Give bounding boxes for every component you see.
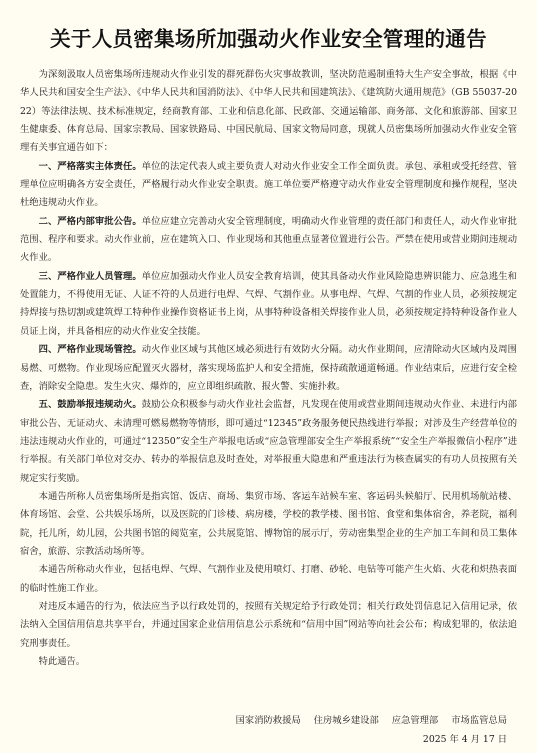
issuing-agencies <box>226 712 507 726</box>
closing-line: 特此通告。 <box>38 656 86 667</box>
definition-paragraph: 本通告所称动火作业，包括电焊、气焊、气割作业及使用喷灯、打磨、砂轮、电钻等可能产生火焰、火花和炽热表面的临时性施工作业。 <box>20 564 517 594</box>
issue-date: 2025 年 4 月 17 日 <box>422 734 507 745</box>
issuer-name: 住房城乡建设部 <box>313 715 379 726</box>
section-text: 单位应加强动火作业人员安全教育培训，使其具备动火作业风险隐患辨识能力、应急逃生和处置能力，不得使用无证、人证不符的人员进行电焊、气焊、气割作业。从事电焊、气焊、气割的作业人员，必须按规定持焊接与热切割或建筑焊工特种作业操作资格证书上岗，从事特种设备相关焊接作业人员，必须按规定持特种设备作业人员证上岗，并具备相应的动火作业安全技能。 <box>20 270 517 337</box>
section-text: 单位的法定代表人或主要负责人对动火作业安全工作全面负责。承包、承租或受托经营、管理单位应明确各方安全责任，严格履行动火作业安全职责。施工单位要严格遵守动火作业安全管理制度和操作规程，坚决杜绝违规动火作业。 <box>20 160 517 209</box>
section-paragraph-1 <box>20 158 517 213</box>
section-heading: 五、鼓励举报违规动火。 <box>38 399 142 411</box>
notice-body <box>20 66 517 671</box>
intro-paragraph: 为深刻汲取人员密集场所违规动火作业引发的群死群伤火灾事故教训，坚决防范遏制重特大生产安全事故，根据《中华人民共和国安全生产法》、《中华人民共和国消防法》、《中华人民共和国建筑法》、《建筑防火通用规范》（GB 55037-2022）等法律法规、技术标准规定，经商教育部、工业和信息化部、民政部、交通运输部、商务部、文化和旅游部、国家卫生健康委、体育总局、国家宗教局、国家铁路局、中国民航局、国家文物局同意，现就人员密集场所加强动火作业安全管理有关事宜通告如下： <box>20 69 517 154</box>
section-paragraph-2 <box>20 213 517 268</box>
section-text: 鼓励公众积极参与动火作业社会监督，凡发现在使用或营业期间违规动火作业、未进行内部审批公告、无证动火、未清理可燃易燃物等情形，即可通过“12345”政务服务便民热线进行举报；对涉及生产经营单位的违法违规动火作业的，可通过“12350”安全生产举报电话或“应急管理部安全生产举报系统”“安全生产举报微信小程序”进行举报。有关部门单位对交办、转办的举报信息及时查处，对举报重大隐患和严重违法行为核查属实的有功人员按照有关规定实行奖励。 <box>20 399 517 484</box>
issuer-name: 市场监管总局 <box>451 715 507 726</box>
section-paragraph-4 <box>20 341 517 396</box>
issuer-name: 应急管理部 <box>391 715 439 726</box>
section-paragraph-3 <box>20 268 517 341</box>
section-heading: 二、严格内部审批公告。 <box>38 215 142 227</box>
scope-paragraph: 本通告所称人员密集场所是指宾馆、饭店、商场、集贸市场、客运车站候车室、客运码头候船厅、民用机场航站楼、体育场馆、会堂、公共娱乐场所，以及医院的门诊楼、病房楼，学校的教学楼、图书馆、食堂和集体宿舍，养老院，福利院，托儿所，幼儿园，公共图书馆的阅览室，公共展览馆、博物馆的展示厅，劳动密集型企业的生产加工车间和员工集体宿舍，旅游、宗教活动场所等。 <box>20 490 517 557</box>
penalty-paragraph: 对违反本通告的行为，依法应当予以行政处罚的，按照有关规定给予行政处罚；相关行政处罚信息记入信用记录，依法纳入全国信用信息共享平台，并通过国家企业信用信息公示系统和“信用中国”网站等向社会公布；构成犯罪的，依法追究刑事责任。 <box>20 600 517 649</box>
section-heading: 一、严格落实主体责任。 <box>38 160 142 172</box>
section-heading: 三、严格作业人员管理。 <box>38 270 142 282</box>
section-heading: 四、严格作业现场管控。 <box>38 344 142 356</box>
section-text: 动火作业区域与其他区域必须进行有效防火分隔。动火作业期间，应清除动火区域内及周围易燃、可燃物。作业现场应配置灭火器材，落实现场监护人和安全措施，保持疏散通道畅通。作业结束后，应进行安全检查，消除安全隐患。发生火灾、爆炸的，应立即组织疏散、报火警、实施扑救。 <box>20 344 517 392</box>
section-paragraph-5 <box>20 396 517 488</box>
section-text: 单位应建立完善动火安全管理制度，明确动火作业管理的责任部门和责任人，动火作业审批范围、程序和要求。动火作业前，应在建筑入口、作业现场和其他重点显著位置进行公告。严禁在使用或营业期间违规动火作业。 <box>20 215 517 264</box>
issuer-name: 国家消防救援局 <box>235 715 301 726</box>
notice-title: 关于人员密集场所加强动火作业安全管理的通告 <box>50 27 487 51</box>
